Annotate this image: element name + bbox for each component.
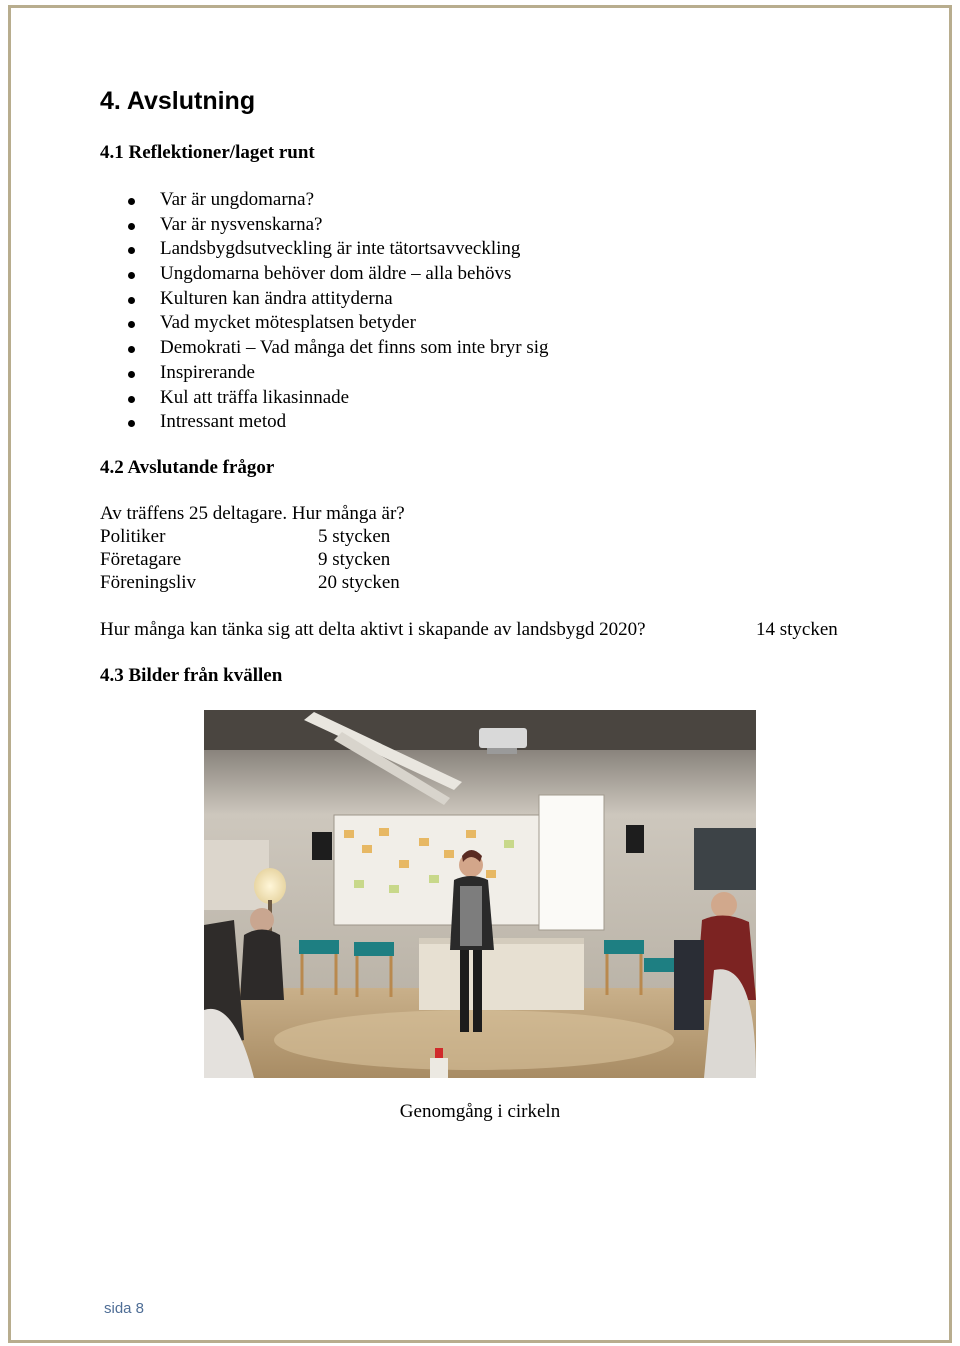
list-item: Kul att träffa likasinnade	[0, 386, 549, 411]
stat-row	[100, 525, 500, 548]
list-item: Ungdomarna behöver dom äldre – alla behövs	[0, 262, 549, 287]
list-item: Kulturen kan ändra attityderna	[0, 287, 549, 312]
evening-photo	[204, 710, 756, 1078]
stat-value: 20 stycken	[318, 572, 400, 593]
stat-label: Föreningsliv	[100, 572, 197, 593]
bullet-icon	[128, 198, 135, 205]
stat-value: 9 stycken	[318, 549, 391, 570]
list-item: Landsbygdsutveckling är inte tätortsavveckling	[0, 237, 549, 262]
list-item: Vad mycket mötesplatsen betyder	[0, 311, 549, 336]
list-item: Var är ungdomarna?	[0, 188, 549, 213]
list-item: Demokrati – Vad många det finns som inte bryr sig	[0, 336, 549, 361]
stat-row	[100, 571, 500, 594]
bullet-icon	[128, 396, 135, 403]
bullet-icon	[128, 371, 135, 378]
section-title-questions: 4.2 Avslutande frågor	[100, 457, 275, 478]
bullet-icon	[128, 297, 135, 304]
questions-intro: Av träffens 25 deltagare. Hur många är?	[100, 503, 405, 524]
participation-answer: 14 stycken	[756, 619, 838, 640]
bullet-icon	[128, 247, 135, 254]
bullet-icon	[128, 420, 135, 427]
page-number: sida 8	[104, 1300, 145, 1317]
bullet-icon	[128, 223, 135, 230]
page-heading: 4. Avslutning	[100, 87, 256, 115]
reflection-list	[0, 188, 549, 435]
list-item: Inspirerande	[0, 361, 549, 386]
bullet-icon	[128, 272, 135, 279]
participation-question: Hur många kan tänka sig att delta aktivt i skapande av landsbygd 2020?	[100, 619, 646, 640]
bullet-icon	[128, 321, 135, 328]
list-item: Var är nysvenskarna?	[0, 213, 549, 238]
stat-label: Politiker	[100, 526, 166, 547]
stat-value: 5 stycken	[318, 526, 391, 547]
bullet-icon	[128, 346, 135, 353]
section-title-reflections: 4.1 Reflektioner/laget runt	[100, 142, 315, 163]
section-title-pictures: 4.3 Bilder från kvällen	[100, 665, 283, 686]
photo-caption: Genomgång i cirkeln	[399, 1101, 561, 1122]
stat-row	[100, 548, 500, 571]
stat-label: Företagare	[100, 549, 182, 570]
list-item: Intressant metod	[0, 410, 549, 435]
